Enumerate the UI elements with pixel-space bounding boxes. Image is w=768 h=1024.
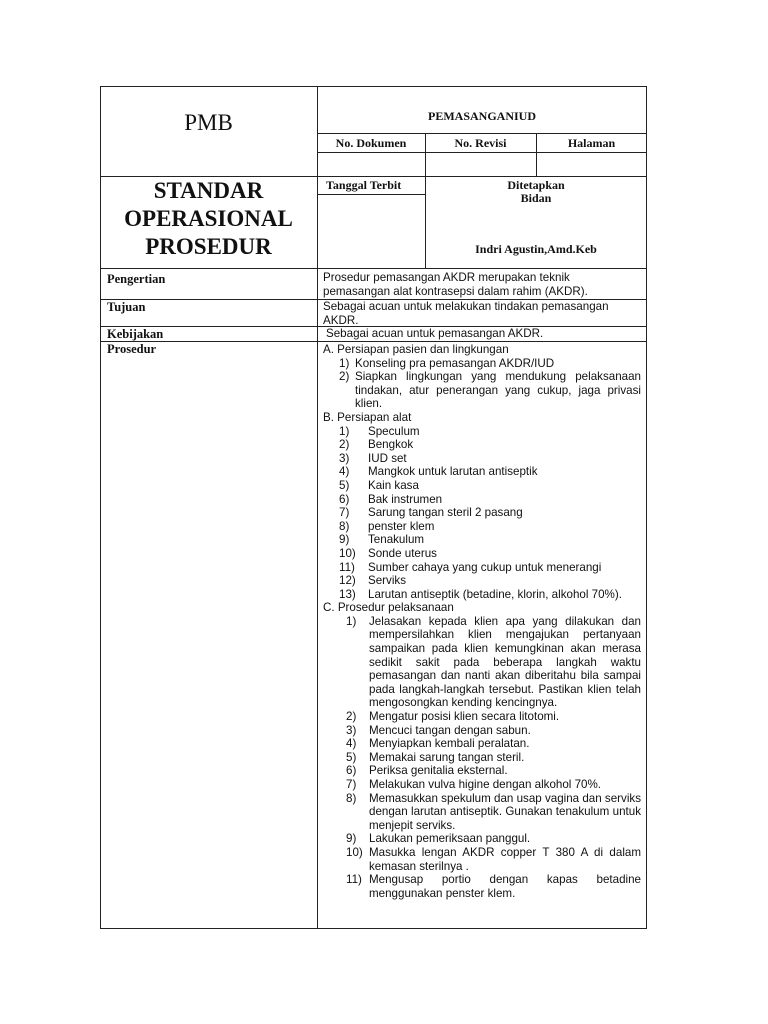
section-c-item-number: 7) [346,778,357,791]
section-c-item-number: 10) [346,845,363,859]
section-c-item-text: Mengatur posisi klien secara litotomi. [369,710,560,724]
section-c-item-number: 3) [346,723,357,737]
pengertian-text: Prosedur pemasangan AKDR merupakan teknik pemasangan alat kontrasepsi dalam rahim (AKDR). [323,271,588,298]
section-c-item-text: Memakai sarung tangan steril. [369,750,525,764]
prosedur-content [323,343,641,900]
section-b-item [323,452,641,466]
section-c-item [323,778,641,792]
section-c-list [323,615,641,900]
section-b-item-text: Sonde uterus [368,546,437,560]
section-c-item [323,615,641,710]
section-c-item-text: Melakukan vulva higine dengan alkohol 70%. [369,778,602,791]
line-under-header [100,268,647,269]
section-a-item-text: Siapkan lingkungan yang mendukung pelaksanaan tindakan, atur penerangan yang cukup, jaga privasi klien. [355,370,641,411]
section-c-item-number: 1) [346,614,357,628]
section-c-item-number: 5) [346,750,357,764]
section-c-item-number: 11) [346,873,362,887]
line-under-col-headers [317,152,647,153]
section-b-item-number: 3) [339,451,350,465]
section-b-item [323,588,641,602]
section-a-item-text: Konseling pra pemasangan AKDR/IUD [355,356,555,370]
section-b-item-number: 10) [339,546,356,560]
section-b-title: B. Persiapan alat [323,410,412,424]
tujuan-label: Tujuan [107,300,146,314]
section-b-item-text: Tenakulum [368,533,425,547]
ditetapkan-label: Ditetapkan [507,178,565,192]
section-c-item [323,873,641,900]
section-c-item-text: Lakukan pemeriksaan panggul. [369,832,531,846]
line-under-tanggal [317,194,425,195]
section-b-item-text: Serviks [368,574,407,588]
section-a-item [323,357,641,371]
section-c-item-number: 9) [346,832,357,846]
section-c-item [323,764,641,778]
section-b-item-number: 12) [339,574,356,588]
section-c-title: C. Prosedur pelaksanaan [323,601,454,615]
section-a-list [323,357,641,411]
signatory-name: Indri Agustin,Amd.Keb [475,242,597,256]
section-a-title: A. Persiapan pasien dan lingkungan [323,343,509,356]
section-b-item [323,506,641,520]
section-c-item-number: 6) [346,764,357,778]
pengertian-label: Pengertian [107,272,166,286]
section-b-item [323,520,641,534]
section-b-item [323,547,641,561]
section-c-item-text: Periksa genitalia eksternal. [369,764,508,778]
section-c-item [323,832,641,846]
section-b-item-number: 9) [339,533,350,547]
kebijakan-text: Sebagai acuan untuk pemasangan AKDR. [326,327,544,340]
section-b-item-text: Bengkok [368,438,414,452]
section-c-item [323,751,641,765]
section-b-item-text: penster klem [368,519,435,533]
section-c-item [323,724,641,738]
divider-left-column [317,86,318,929]
section-b-item-number: 8) [339,519,350,533]
section-b-item-text: Larutan antiseptik (betadine, klorin, alkohol 70%). [368,587,622,601]
section-c-item [323,792,641,833]
section-b-item-number: 7) [339,506,350,520]
section-b-item-number: 1) [339,424,350,438]
no-dokumen-label: No. Dokumen [335,136,407,150]
section-b-list [323,425,641,602]
section-c-item-text: Menyiapkan kembali peralatan. [369,737,530,751]
section-b-item-text: Bak instrumen [368,492,443,506]
section-c-item-number: 8) [346,791,357,805]
section-c-item-text: Mengusap portio dengan kapas betadine menggunakan penster klem. [369,873,641,900]
section-c-item-text: Masukka lengan AKDR copper T 380 A di dalam kemasan sterilnya . [369,845,641,873]
section-b-item-number: 2) [339,438,350,452]
tanggal-terbit-label: Tanggal Terbit [326,178,402,192]
section-c-item [323,710,641,724]
section-b-item-text: Kain kasa [368,478,419,492]
section-c-item [323,737,641,751]
section-b-item-text: Sumber cahaya yang cukup untuk menerangi [368,560,602,574]
document-title: PEMASANGANIUD [428,109,536,123]
section-b-item-number: 4) [339,465,350,479]
section-b-item [323,438,641,452]
line-under-title [317,133,647,134]
section-c-item [323,846,641,873]
section-c-item-text: Jelasakan kepada klien apa yang dilakukan dan mempersilahkan klien mengajukan pertanyaan sampaikan pada klien kemungkinan akan merasa sedikit sakit pada beberapa langkah waktu pemasangan dan nanti akan diberitahu bila sampai pada langkah-langkah tersebut. Pastikan klien telah mengosongkan kending kencingnya. [369,614,641,710]
section-a-item-number: 2) [339,370,350,384]
sop-title: STANDAR OPERASIONAL PROSEDUR [124,178,293,259]
halaman-label: Halaman [567,136,616,150]
section-b-item-number: 13) [339,587,356,601]
section-b-item [323,533,641,547]
section-b-item [323,425,641,439]
kebijakan-label: Kebijakan [107,327,164,341]
section-b-item-text: IUD set [368,451,407,465]
section-b-item-text: Speculum [368,424,420,438]
prosedur-label: Prosedur [107,342,157,356]
org-name: PMB [184,110,233,135]
section-a-item-number: 1) [339,356,350,370]
section-c-item-number: 4) [346,737,357,751]
section-c-item-text: Memasukkan spekulum dan usap vagina dan serviks dengan larutan antiseptik. Gunakan tenakulum untuk menjepit serviks. [369,791,641,832]
section-c-item-number: 2) [346,710,357,724]
section-b-item [323,574,641,588]
section-b-item-number: 11) [339,560,355,574]
section-b-item [323,493,641,507]
section-b-item-text: Sarung tangan steril 2 pasang [368,506,523,520]
section-b-item-number: 5) [339,478,350,492]
section-b-item-text: Mangkok untuk larutan antiseptik [368,465,538,479]
no-revisi-label: No. Revisi [454,136,507,150]
section-c-item-text: Mencuci tangan dengan sabun. [369,723,531,737]
tujuan-text: Sebagai acuan untuk melakukan tindakan pemasangan AKDR. [323,300,609,327]
section-b-item [323,561,641,575]
section-a-item [323,370,641,411]
section-b-item-number: 6) [339,492,350,506]
line-under-kebijakan [100,341,647,342]
ditetapkan-role: Bidan [520,191,552,205]
section-b-item [323,479,641,493]
section-b-item [323,465,641,479]
